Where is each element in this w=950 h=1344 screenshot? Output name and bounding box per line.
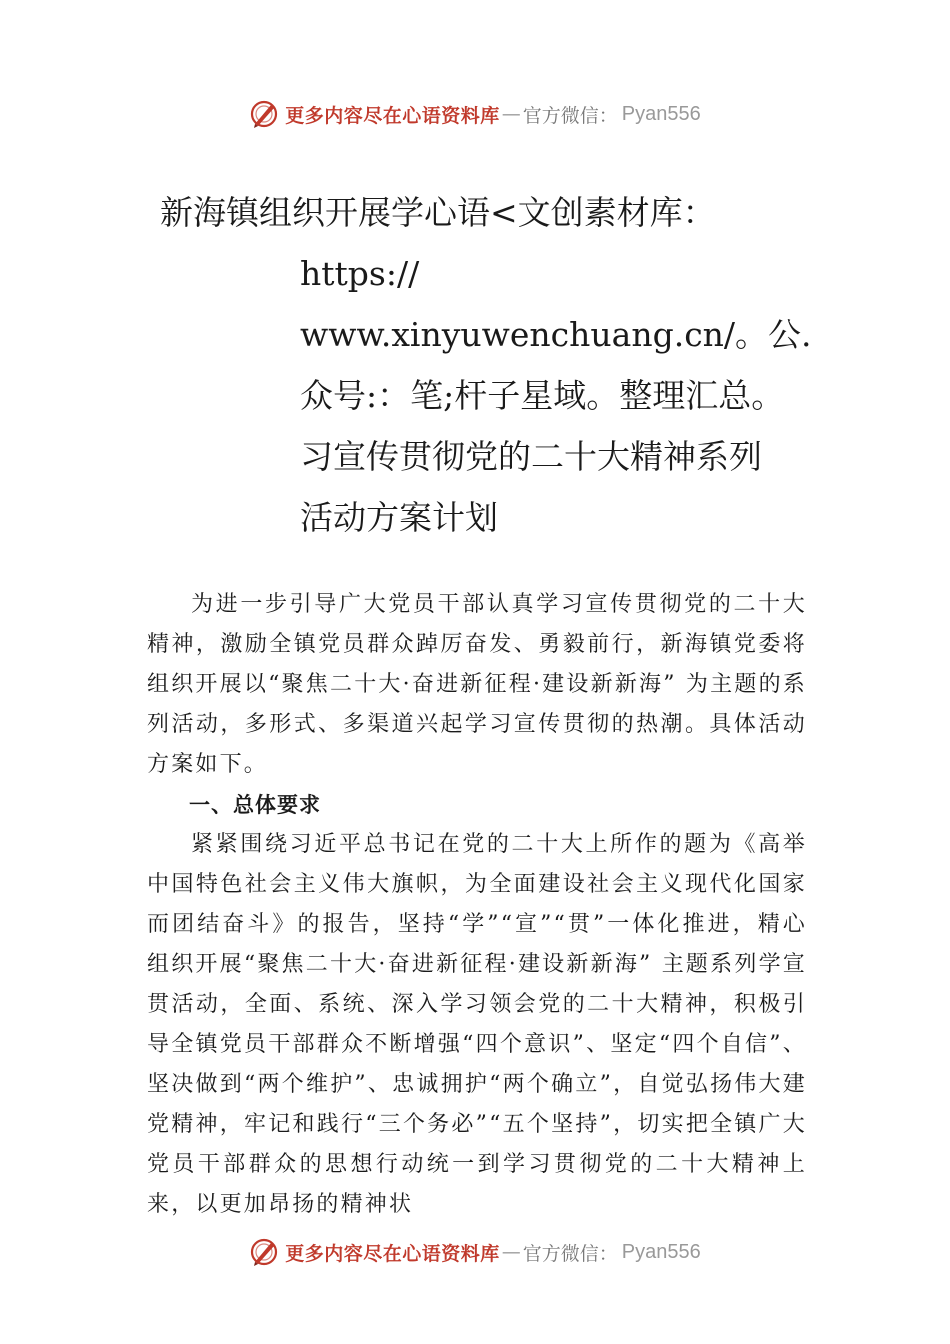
header-separator: — [501, 103, 521, 125]
title-line: https:// [300, 254, 420, 293]
header-wechat-id: Pyan556 [621, 102, 701, 125]
pen-logo-icon [249, 99, 279, 129]
header-brand-text: 更多内容尽在心语资料库 [285, 104, 500, 127]
section-heading: 一、总体要求 [189, 793, 321, 817]
footer-separator: — [501, 1241, 521, 1263]
title-line: www.xinyuwenchuang.cn/。公. [300, 315, 812, 354]
intro-paragraph: 为进一步引导广大党员干部认真学习宣传贯彻党的二十大精神，激励全镇党员群众踔厉奋发、勇毅前行，新海镇党委将组织开展以“聚焦二十大·奋进新征程·建设新新海” 为主题的系列活动，多形式、多渠道兴起学习宣传贯彻的热潮。具体活动方案如下。 [147, 592, 807, 777]
section-paragraph: 紧紧围绕习近平总书记在党的二十大上所作的题为《高举中国特色社会主义伟大旗帜，为全面建设社会主义现代化国家而团结奋斗》的报告，坚持“学”“宣”“贯”一体化推进，精心组织开展“聚焦二十大·奋进新征程·建设新新海” 主题系列学宣贯活动，全面、系统、深入学习领会党的二十大精神，积极引导全镇党员干部群众不断增强“四个意识”、坚定“四个自信”、坚决做到“两个维护”、忠诚拥护“两个确立”，自觉弘扬伟大建党精神，牢记和践行“三个务必”“五个坚持”，切实把全镇广大党员干部群众的思想行动统一到学习贯彻党的二十大精神上来，以更加昂扬的精神状 [147, 832, 807, 1217]
title-line: 新海镇组织开展学心语<文创素材库： [160, 193, 716, 232]
footer-banner [0, 1232, 950, 1272]
header-banner [0, 94, 950, 134]
title-line: 活动方案计划 [300, 498, 498, 537]
footer-wechat-id: Pyan556 [621, 1240, 701, 1263]
pen-logo-icon [249, 1237, 279, 1267]
footer-brand-text: 更多内容尽在心语资料库 [285, 1242, 500, 1265]
document-title [160, 182, 850, 548]
title-line: 习宣传贯彻党的二十大精神系列 [300, 437, 762, 476]
title-line: 众号:：笔;杆子星域。整理汇总。 [300, 376, 785, 415]
header-wechat-label: 官方微信： [522, 104, 618, 127]
document-body [147, 585, 807, 1225]
footer-wechat-label: 官方微信： [522, 1242, 618, 1265]
